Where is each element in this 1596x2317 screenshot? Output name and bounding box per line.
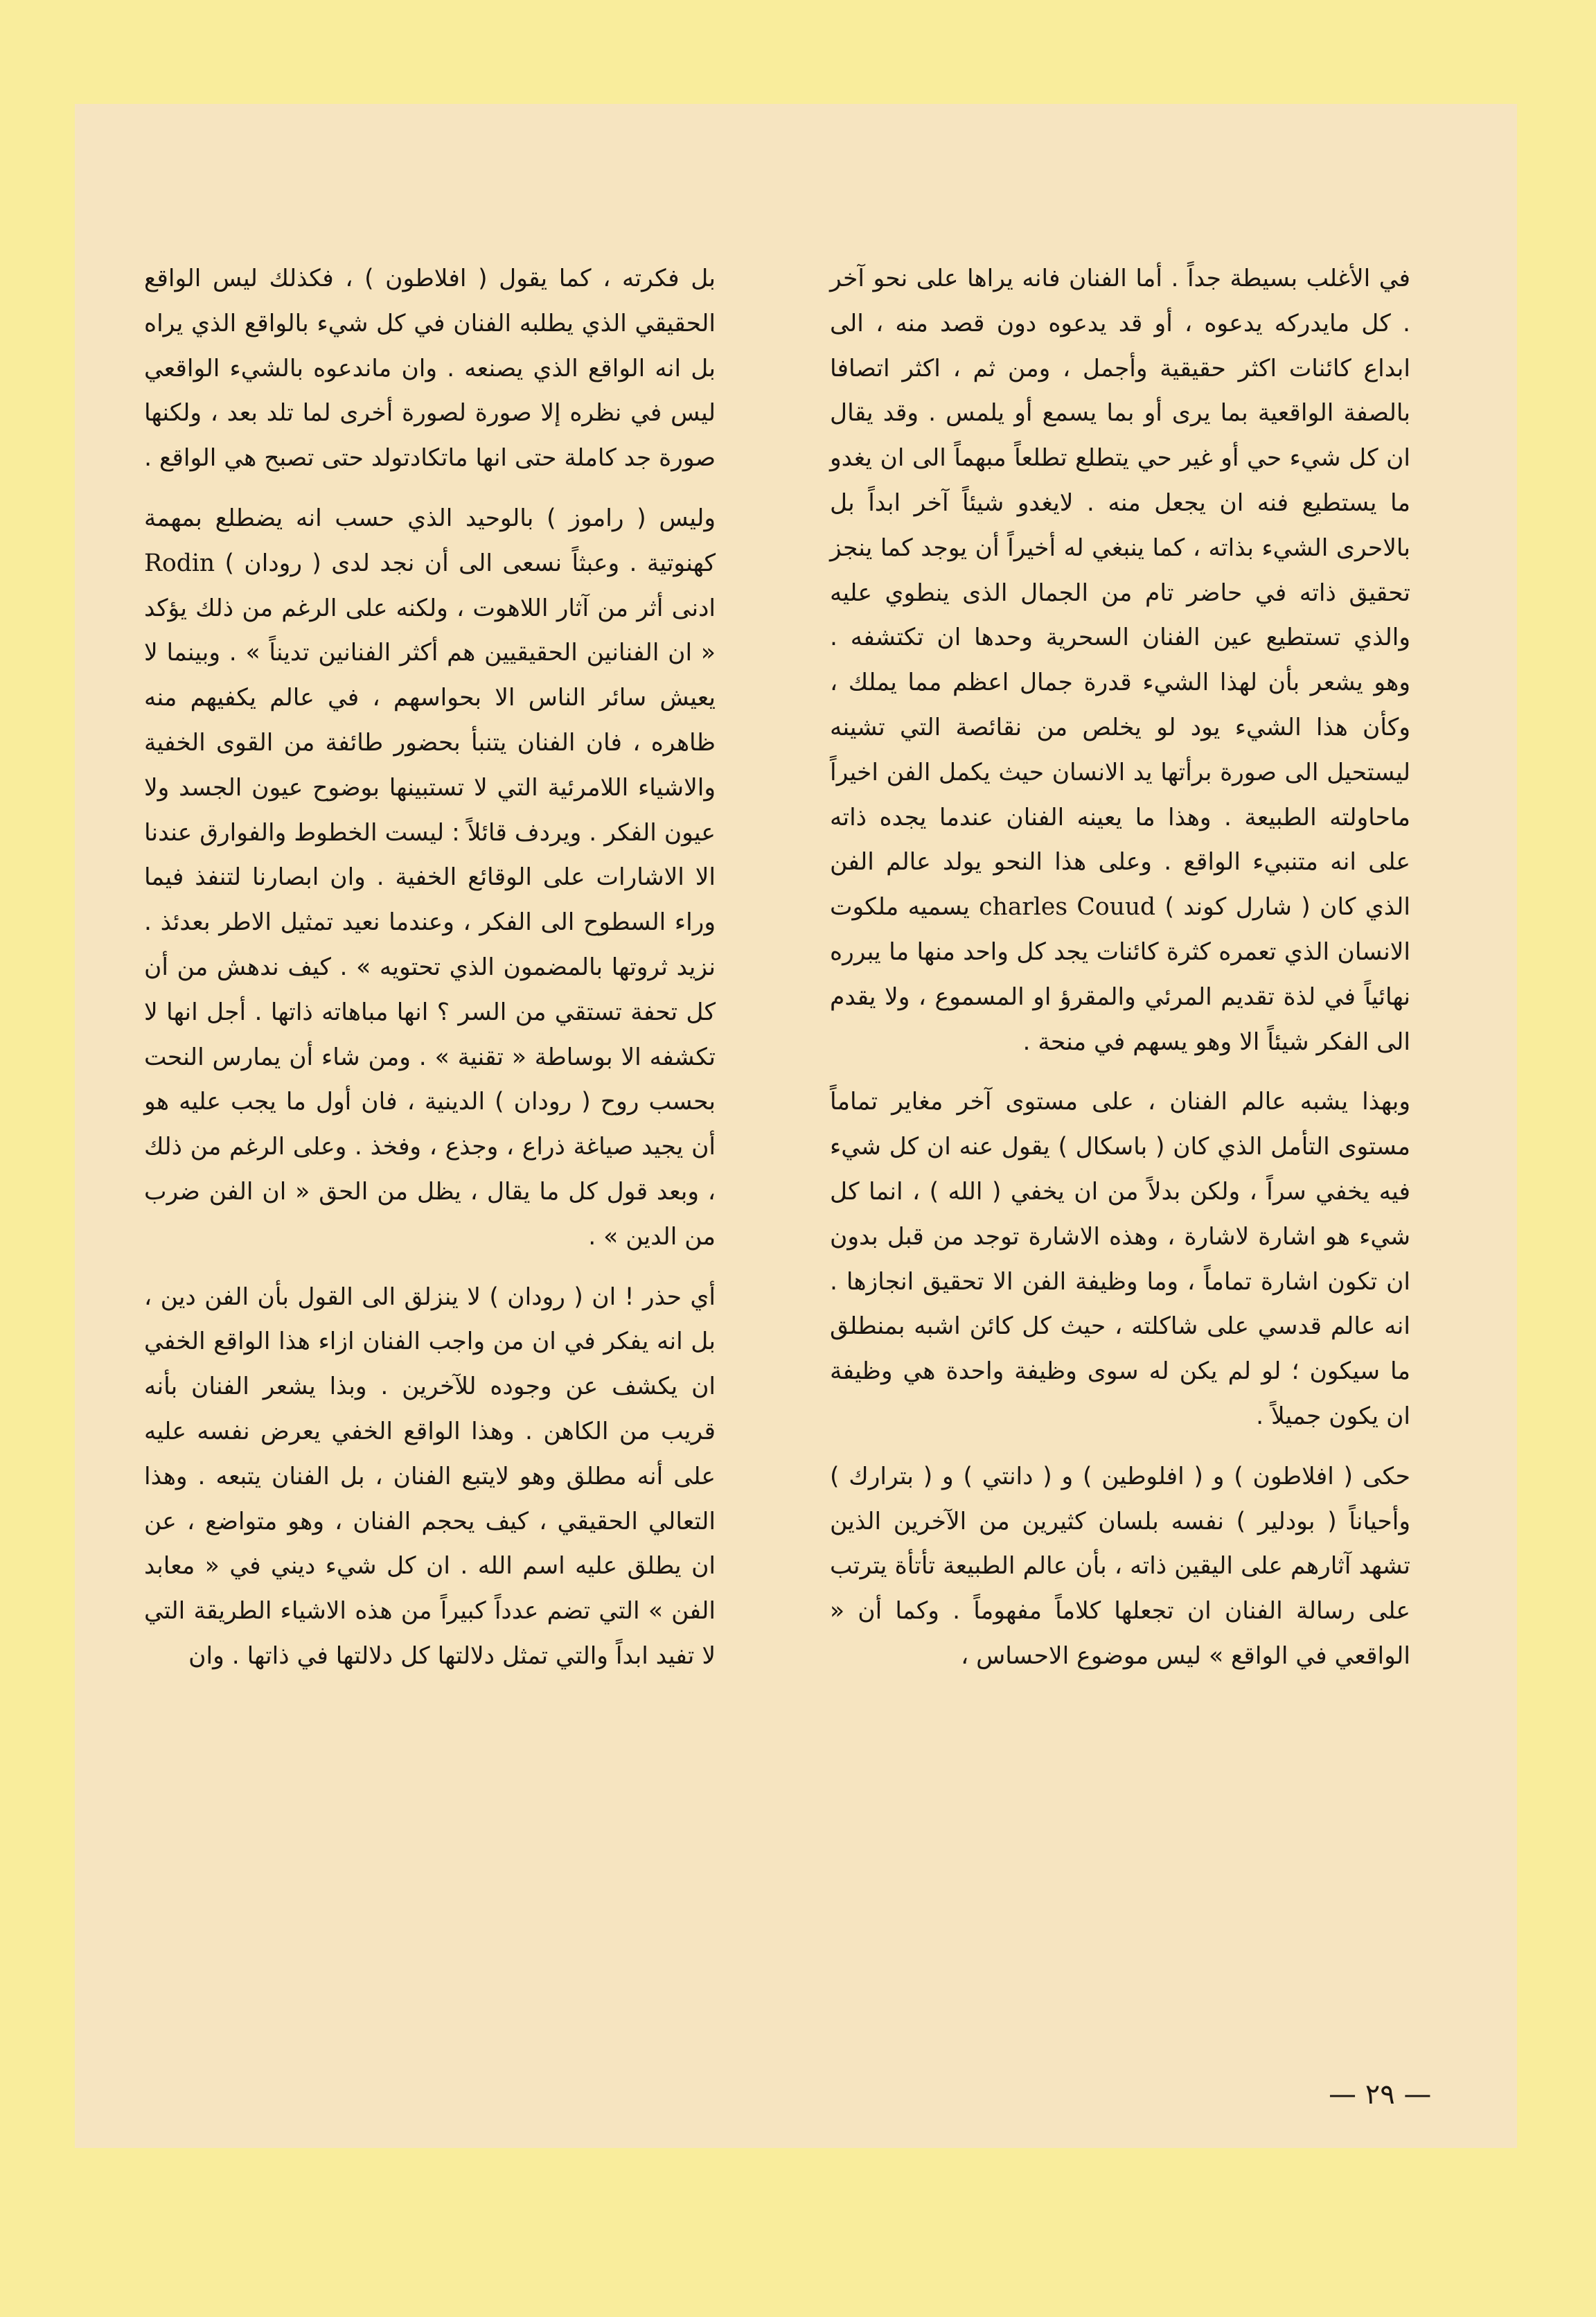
right-column-paragraph-2: وبهذا يشبه عالم الفنان ، على مستوى آخر مغاير تماماً مستوى التأمل الذي كان ( باسكال ) يقول عنه ان كل شيء فيه يخفي سراً ، ولكن بدلاً من ان يخفي ( الله ) ، انما كل شيء هو اشارة لاشارة ، وهذه الاشارة توجد من قبل بدون ان تكون اشارة تماماً ، وما وظيفة الفن الا تحقيق انجازها . انه عالم قدسي على شاكلته ، حيث كل كائن اشبه بمنطلق ما سيكون ؛ لو لم يكن له سوى وظيفة واحدة هي وظيفة ان يكون جميلاً . [830, 1088, 1410, 1430]
book-page [75, 104, 1517, 2148]
right-column-paragraph-3: حكى ( افلاطون ) و ( افلوطين ) و ( دانتي ) و ( بترارك ) وأحياناً ( بودلير ) نفسه بلسان كثيرين من الآخرين الذين تشهد آثارهم على اليقين ذاته ، بأن عالم الطبيعة تأتأة يترتب على رسالة الفنان ان تجعلها كلاماً مفهوماً . وكما أن « الواقعي في الواقع » ليس موضوع الاحساس ، [830, 1462, 1410, 1670]
left-column-paragraph-1: بل فكرته ، كما يقول ( افلاطون ) ، فكذلك ليس الواقع الحقيقي الذي يطلبه الفنان في كل شيء بالواقع الذي يراه بل انه الواقع الذي يصنعه . وان ماندعوه بالشيء الواقعي ليس في نظره إلا صورة لصورة أخرى لما تلد بعد ، ولكنها صورة جد كاملة حتى انها ماتكادتولد حتى تصبح هي الواقع . [144, 265, 716, 473]
page-number: — ٢٩ — [1329, 2079, 1432, 2111]
latin-name: Rodin [144, 549, 215, 577]
latin-name: charles Couud [979, 893, 1156, 922]
right-column-paragraph-1: في الأغلب بسيطة جداً . أما الفنان فانه يراها على نحو آخر . كل مايدركه يدعوه ، أو قد يدعوه دون قصد منه ، الى ابداع كائنات اكثر حقيقية وأجمل ، ومن ثم ، اكثر اتصافا بالصفة الواقعية بما يرى أو بما يسمع أو يلمس . وقد يقال ان كل شيء حي أو غير حي يتطلع تطلعاً مبهماً الى ان يغدو ما يستطيع فنه ان يجعل منه . لايغدو شيئاً آخر ابداً بل بالاحرى الشيء بذاته ، كما ينبغي له أخيراً أن يوجد كما ينجز تحقيق ذاته في حاضر تام من الجمال الذى ينطوي عليه والذي تستطيع عين الفنان السحرية وحدها ان تكتشفه . وهو يشعر بأن لهذا الشيء قدرة جمال اعظم مما يملك ، وكأن هذا الشيء يود لو يخلص من نقائصة التي تشينه ليستحيل الى صورة برأتها يد الانسان حيث يكمل الفن اخيراً ماحاولته الطبيعة . وهذا ما يعينه الفنان عندما يجده ذاته على انه متنبيء الواقع . وعلى هذا النحو يولد عالم الفن الذي كان ( شارل كوند ) charles Couud يسميه ملكوت الانسان الذي تعمره كثرة كائنات يجد كل واحد منها ما يبرره نهائياً في لذة تقديم المرئي والمقرؤ او المسموع ، ولا يقدم الى الفكر شيئاً الا وهو يسهم في منحة . [830, 265, 1410, 1056]
left-column-paragraph-2: وليس ( راموز ) بالوحيد الذي حسب انه يضطلع بمهمة كهنوتية . وعبثاً نسعى الى أن نجد لدى ( رودان ) Rodin ادنى أثر من آثار اللاهوت ، ولكنه على الرغم من ذلك يؤكد « ان الفنانين الحقيقيين هم أكثر الفنانين تديناً » . وبينما لا يعيش سائر الناس الا بحواسهم ، في عالم يكفيهم منه ظاهره ، فان الفنان يتنبأ بحضور طائفة من القوى الخفية والاشياء اللامرئية التي لا تستبينها بوضوح عيون الجسد ولا عيون الفكر . ويردف قائلاً : ليست الخطوط والفوارق عندنا الا الاشارات على الوقائع الخفية . وان ابصارنا لتنفذ فيما وراء السطوح الى الفكر ، وعندما نعيد تمثيل الاطر بعدئذ . نزيد ثروتها بالمضمون الذي تحتويه » . كيف ندهش من أن كل تحفة تستقي من السر ؟ انها مباهاته ذاتها . أجل انها لا تكشفه الا بوساطة « تقنية » . ومن شاء أن يمارس النحت بحسب روح ( رودان ) الدينية ، فان أول ما يجب عليه هو أن يجيد صياغة ذراع ، وجذع ، وفخذ . وعلى الرغم من ذلك ، وبعد قول كل ما يقال ، يظل من الحق « ان الفن ضرب من الدين » . [144, 504, 716, 1251]
right-column [830, 256, 1410, 1679]
left-column-paragraph-3: أي حذر ! ان ( رودان ) لا ينزلق الى القول بأن الفن دين ، بل انه يفكر في ان من واجب الفنان ازاء هذا الواقع الخفي ان يكشف عن وجوده للآخرين . وبذا يشعر الفنان بأنه قريب من الكاهن . وهذا الواقع الخفي يعرض نفسه عليه على أنه مطلق وهو لايتبع الفنان ، بل الفنان يتبعه . وهذا التعالي الحقيقي ، كيف يحجم الفنان ، وهو متواضع ، عن ان يطلق عليه اسم الله . ان كل شيء ديني في « معابد الفن » التي تضم عدداً كبيراً من هذه الاشياء الطريقة التي لا تفيد ابداً والتي تمثل دلالتها كل دلالتها في ذاتها . وان [144, 1283, 716, 1670]
left-column [144, 256, 716, 1679]
